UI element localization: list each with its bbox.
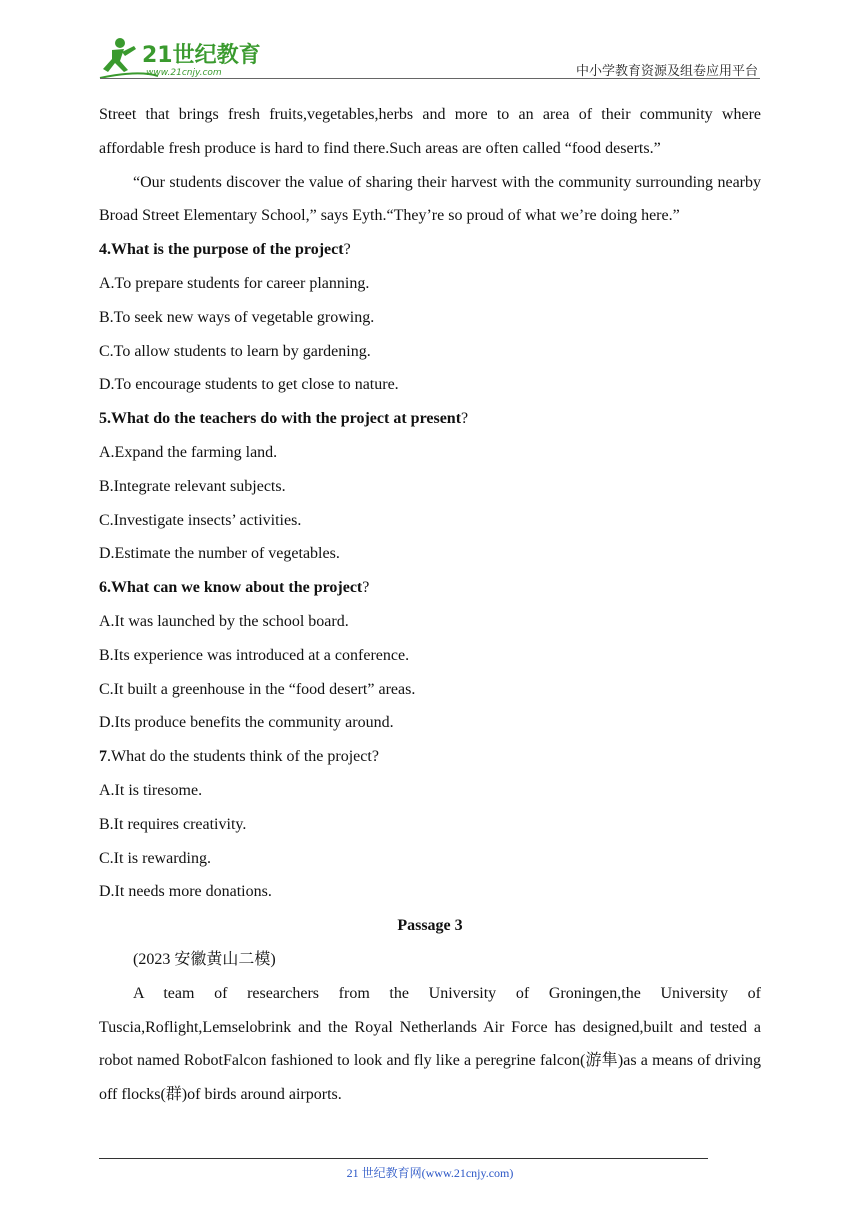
passage-paragraph: “Our students discover the value of sharing their harvest with the community surrounding nearby Broad Street Elementary School,” says Eyth.“They’re so proud of what we’re doing here.”: [99, 173, 761, 225]
svg-text:21世纪教育: 21世纪教育: [142, 43, 261, 68]
option: B.It requires creativity.: [99, 815, 247, 833]
passage-paragraph: Street that brings fresh fruits,vegetables,herbs and more to an area of their community where affordable fresh produce is hard to find there.Such areas are often called “food deserts.”: [99, 106, 761, 157]
option: A.To prepare students for career planning.: [99, 274, 370, 292]
option: C.It built a greenhouse in the “food desert” areas.: [99, 680, 416, 698]
question-stem-5: 5.What do the teachers do with the project at present?: [99, 410, 469, 428]
question-stem-6: 6.What can we know about the project?: [99, 579, 370, 597]
passage-paragraph: Tuscia,Roflight,Lemselobrink and the Royal Netherlands Air Force has designed,built and tested a robot named RobotFalcon fashioned to look and fly like a peregrine falcon(游隼)as a means of driving off flocks(群)of birds around airports.: [99, 1018, 761, 1104]
header-platform-text: 中小学教育资源及组卷应用平台: [575, 64, 758, 79]
svg-text:www.21cnjy.com: www.21cnjy.com: [146, 68, 222, 78]
option: C.Investigate insects’ activities.: [99, 511, 302, 529]
site-logo: [98, 34, 268, 80]
passage-source: (2023 安徽黄山二模): [133, 950, 276, 968]
option: D.Estimate the number of vegetables.: [99, 545, 340, 563]
footer-site-link[interactable]: 21 世纪教育网(www.21cnjy.com): [346, 1166, 514, 1180]
option: B.Its experience was introduced at a conference.: [99, 646, 410, 664]
footer-divider: [99, 1158, 708, 1159]
page-header: [98, 34, 758, 80]
question-stem-4: 4.What is the purpose of the project?: [99, 241, 351, 259]
option: D.It needs more donations.: [99, 883, 272, 901]
passage-paragraph-line: A team of researchers from the University of Groningen,the University of: [133, 984, 761, 1002]
option: C.To allow students to learn by gardening.: [99, 342, 371, 360]
option: A.Expand the farming land.: [99, 443, 278, 461]
option: C.It is rewarding.: [99, 849, 211, 867]
document-body: [99, 98, 761, 1112]
option: D.Its produce benefits the community around.: [99, 714, 394, 732]
option: A.It was launched by the school board.: [99, 612, 349, 630]
question-stem-7: 7.What do the students think of the project?: [99, 748, 379, 766]
option: D.To encourage students to get close to nature.: [99, 376, 399, 394]
option: B.To seek new ways of vegetable growing.: [99, 308, 375, 326]
header-divider: [100, 78, 760, 79]
passage-title: Passage 3: [397, 917, 463, 935]
option: B.Integrate relevant subjects.: [99, 477, 286, 495]
option: A.It is tiresome.: [99, 781, 203, 799]
